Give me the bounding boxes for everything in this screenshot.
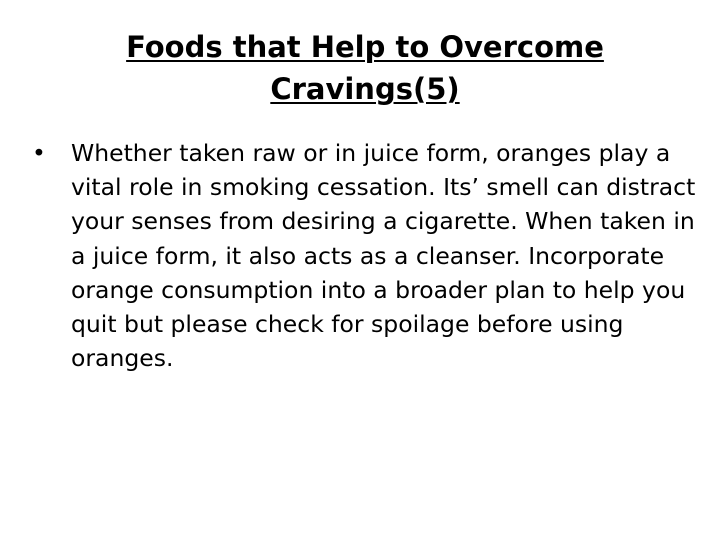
- slide-title: Foods that Help to Overcome Cravings(5): [126, 30, 604, 106]
- bullet-item: [32, 136, 702, 375]
- bullet-marker: •: [32, 139, 46, 167]
- bullet-text: Whether taken raw or in juice form, oranges play a vital role in smoking cessation. Its’ smell can distract your senses from desiring a cigarette. When taken in a juice form, it also acts as a cleanser. Incorporate orange consumption into a broader plan to help you quit but please check for spoilage before using oranges.: [71, 139, 696, 373]
- slide-content: [32, 136, 702, 375]
